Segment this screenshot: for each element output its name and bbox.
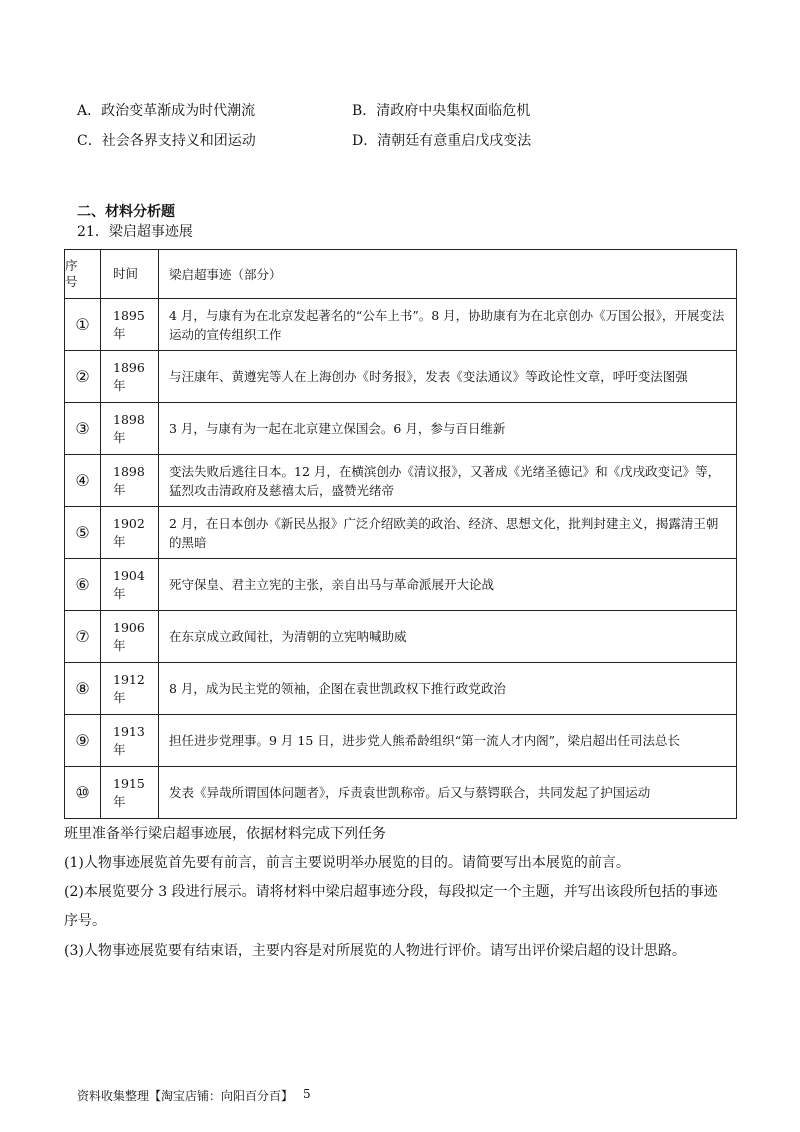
table-row xyxy=(65,351,737,403)
row-index: ⑧ xyxy=(65,663,101,715)
row-content: 与汪康年、黄遵宪等人在上海创办《时务报》，发表《变法通议》等政论性文章，呼吁变法图强 xyxy=(159,351,737,403)
row-time xyxy=(101,715,159,767)
row-content: 死守保皇、君主立宪的主张，亲自出马与革命派展开大论战 xyxy=(159,559,737,611)
row-time xyxy=(101,455,159,507)
header-index xyxy=(65,250,101,299)
row-year-suffix: 年 xyxy=(113,741,126,757)
task-intro: 班里准备举行梁启超事迹展，依据材料完成下列任务 xyxy=(64,826,386,842)
row-year: 1915 xyxy=(113,775,145,791)
table-header-row xyxy=(65,250,737,299)
row-index: ⑥ xyxy=(65,559,101,611)
row-year: 1895 xyxy=(113,307,145,323)
table-row xyxy=(65,507,737,559)
row-year: 1902 xyxy=(113,515,145,531)
row-index: ⑦ xyxy=(65,611,101,663)
table-row xyxy=(65,559,737,611)
row-content: 变法失败后逃往日本。12 月，在横滨创办《清议报》，又著成《光绪圣德记》和《戊戌政变记》等，猛烈攻击清政府及慈禧太后，盛赞光绪帝 xyxy=(159,455,737,507)
row-index: ⑤ xyxy=(65,507,101,559)
footer-source: 资料收集整理【淘宝店铺：向阳百分百】 xyxy=(77,1089,294,1103)
row-year-suffix: 年 xyxy=(113,481,126,497)
table-row xyxy=(65,767,737,819)
row-index: ④ xyxy=(65,455,101,507)
row-year-suffix: 年 xyxy=(113,429,126,445)
row-time xyxy=(101,663,159,715)
row-time xyxy=(101,507,159,559)
row-content: 8 月，成为民主党的领袖，企图在袁世凯政权下推行政党政治 xyxy=(159,663,737,715)
table-row xyxy=(65,403,737,455)
table-row xyxy=(65,611,737,663)
table-row xyxy=(65,715,737,767)
table-row xyxy=(65,663,737,715)
header-index-line2: 号 xyxy=(65,274,78,289)
row-year: 1912 xyxy=(113,671,145,687)
option-b: B．清政府中央集权面临危机 xyxy=(352,103,531,119)
row-index: ① xyxy=(65,299,101,351)
task-1: (1)人物事迹展览首先要有前言，前言主要说明举办展览的目的。请简要写出本展览的前言。 xyxy=(64,855,630,871)
row-time xyxy=(101,403,159,455)
row-content: 担任进步党理事。9 月 15 日，进步党人熊希龄组织“第一流人才内阁”，梁启超出任司法总长 xyxy=(159,715,737,767)
option-d: D．清朝廷有意重启戊戌变法 xyxy=(352,133,532,149)
row-index: ⑨ xyxy=(65,715,101,767)
table-row xyxy=(65,455,737,507)
option-a: A．政治变革渐成为时代潮流 xyxy=(77,103,256,119)
option-c: C．社会各界支持义和团运动 xyxy=(77,133,256,149)
table-row xyxy=(65,299,737,351)
row-year-suffix: 年 xyxy=(113,689,126,705)
row-content: 4 月，与康有为在北京发起著名的“公车上书”。8 月，协助康有为在北京创办《万国公报》，开展变法运动的宣传组织工作 xyxy=(159,299,737,351)
row-year-suffix: 年 xyxy=(113,325,126,341)
row-time xyxy=(101,767,159,819)
row-time xyxy=(101,559,159,611)
events-table xyxy=(64,249,737,819)
row-content: 在东京成立政闻社，为清朝的立宪呐喊助威 xyxy=(159,611,737,663)
row-content: 发表《异哉所谓国体问题者》，斥责袁世凯称帝。后又与蔡锷联合，共同发起了护国运动 xyxy=(159,767,737,819)
row-index: ② xyxy=(65,351,101,403)
row-time xyxy=(101,611,159,663)
header-time: 时间 xyxy=(101,250,159,299)
row-year: 1896 xyxy=(113,359,145,375)
row-year: 1898 xyxy=(113,411,145,427)
row-year-suffix: 年 xyxy=(113,533,126,549)
row-content: 3 月，与康有为一起在北京建立保国会。6 月，参与百日维新 xyxy=(159,403,737,455)
row-time xyxy=(101,351,159,403)
row-year: 1898 xyxy=(113,463,145,479)
header-content: 梁启超事迹（部分） xyxy=(159,250,737,299)
row-year-suffix: 年 xyxy=(113,585,126,601)
row-index: ③ xyxy=(65,403,101,455)
row-index: ⑩ xyxy=(65,767,101,819)
row-year: 1906 xyxy=(113,619,145,635)
row-year-suffix: 年 xyxy=(113,637,126,653)
row-content: 2 月，在日本创办《新民丛报》广泛介绍欧美的政治、经济、思想文化，批判封建主义，揭露清王朝的黑暗 xyxy=(159,507,737,559)
row-year: 1913 xyxy=(113,723,145,739)
section-title: 二、材料分析题 xyxy=(77,204,175,220)
question-title: 21．梁启超事迹展 xyxy=(77,224,193,240)
row-year-suffix: 年 xyxy=(113,377,126,393)
task-2-line1: (2)本展览要分 3 段进行展示。请将材料中梁启超事迹分段，每段拟定一个主题，并写出该段所包括的事迹 xyxy=(64,884,718,900)
row-time xyxy=(101,299,159,351)
row-year-suffix: 年 xyxy=(113,793,126,809)
task-2-line2: 序号。 xyxy=(64,913,106,929)
header-index-line1: 序 xyxy=(65,258,78,273)
page-number: 5 xyxy=(303,1087,311,1101)
task-3: (3)人物事迹展览要有结束语，主要内容是对所展览的人物进行评价。请写出评价梁启超的设计思路。 xyxy=(64,943,686,959)
row-year: 1904 xyxy=(113,567,145,583)
